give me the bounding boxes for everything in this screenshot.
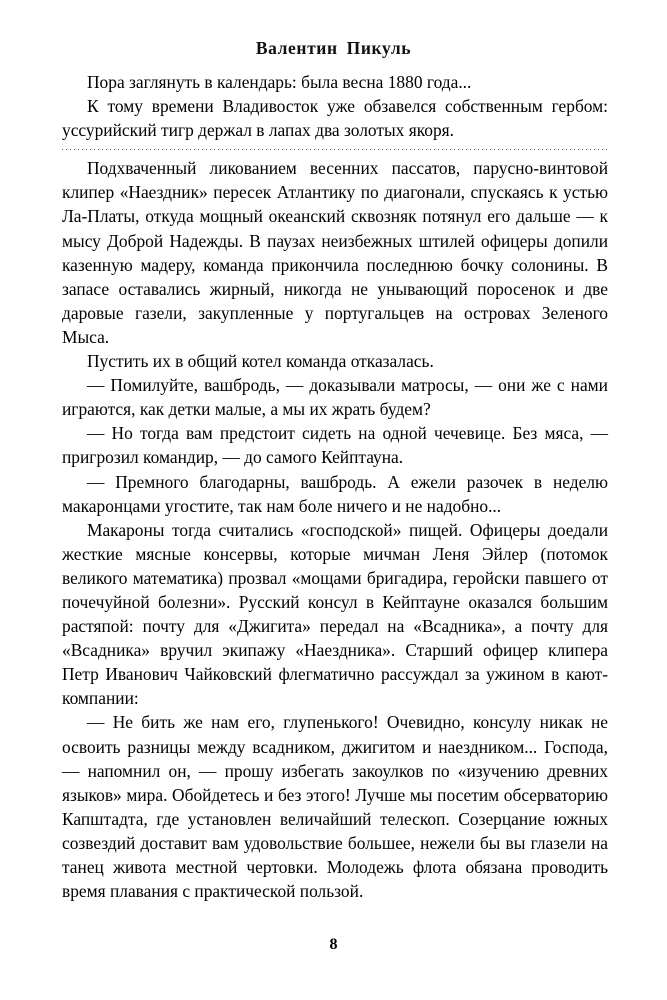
page-number: 8: [329, 936, 338, 953]
paragraph: Пустить их в общий котел команда отказалась.: [87, 351, 434, 372]
dotted-divider: [62, 149, 608, 150]
dialogue-paragraph: — Не бить же нам его, глупенького! Очевидно, консулу никак не освоить разницы между всадником, джигитом и наездником... Господа, — напомнил он, — прошу избегать закоулков по «изучению древних языков» мира. Обойдетесь и без этого! Лучше мы посетим обсерваторию Капштадта, где установлен величайший телескоп. Созерцание южных созвездий доставит вам удовольствие большее, нежели бы вы глазели на танец живота местной чертовки. Молодежь флота обязана проводить время плавания с практической пользой.: [62, 712, 608, 902]
paragraph: Подхваченный ликованием весенних пассатов, парусно-винтовой клипер «Наездник» пересек Атлантику по диагонали, спускаясь к устью Ла-Платы, откуда мощный океанский сквозняк потянул его дальше — к мысу Доброй Надежды. В паузах неизбежных штилей офицеры допили казенную мадеру, команда прикончила последнюю бочку солонины. В запасе оставались жирный, никогда не унывающий поросенок и две даровые газели, закупленные у португальцев на островах Зеленого Мыса.: [62, 158, 608, 347]
paragraph: Макароны тогда считались «господской» пищей. Офицеры доедали жесткие мясные консервы, которые мичман Леня Эйлер (потомок великого математика) прозвал «мощами бригадира, геройски павшего от почечуйной болезни». Русский консул в Кейптауне оказался большим растяпой: почту для «Джигита» передал на «Всадника», а почту для «Всадника» вручил экипажу «Наездника». Старший офицер клипера Петр Иванович Чайковский флегматично рассуждал за ужином в кают-компании:: [62, 519, 608, 709]
paragraph: Пора заглянуть в календарь: была весна 1880 года...: [87, 72, 472, 92]
running-head-author: Валентин Пикуль: [255, 38, 412, 58]
paragraph: К тому времени Владивосток уже обзавелся собственным гербом: уссурийский тигр держал в лапах два золотых якоря.: [62, 96, 608, 141]
dialogue-paragraph: — Помилуйте, вашбродь, — доказывали матросы, — они же с нами играются, как детки малые, а мы их жрать будем?: [62, 375, 608, 420]
text-column: [62, 70, 608, 903]
dialogue-paragraph: — Но тогда вам предстоит сидеть на одной чечевице. Без мяса, — пригрозил командир, — до самого Кейптауна.: [62, 423, 608, 468]
dialogue-paragraph: — Премного благодарны, вашбродь. А ежели разочек в неделю макаронцами угостите, так нам боле ничего и не надобно...: [62, 471, 608, 516]
